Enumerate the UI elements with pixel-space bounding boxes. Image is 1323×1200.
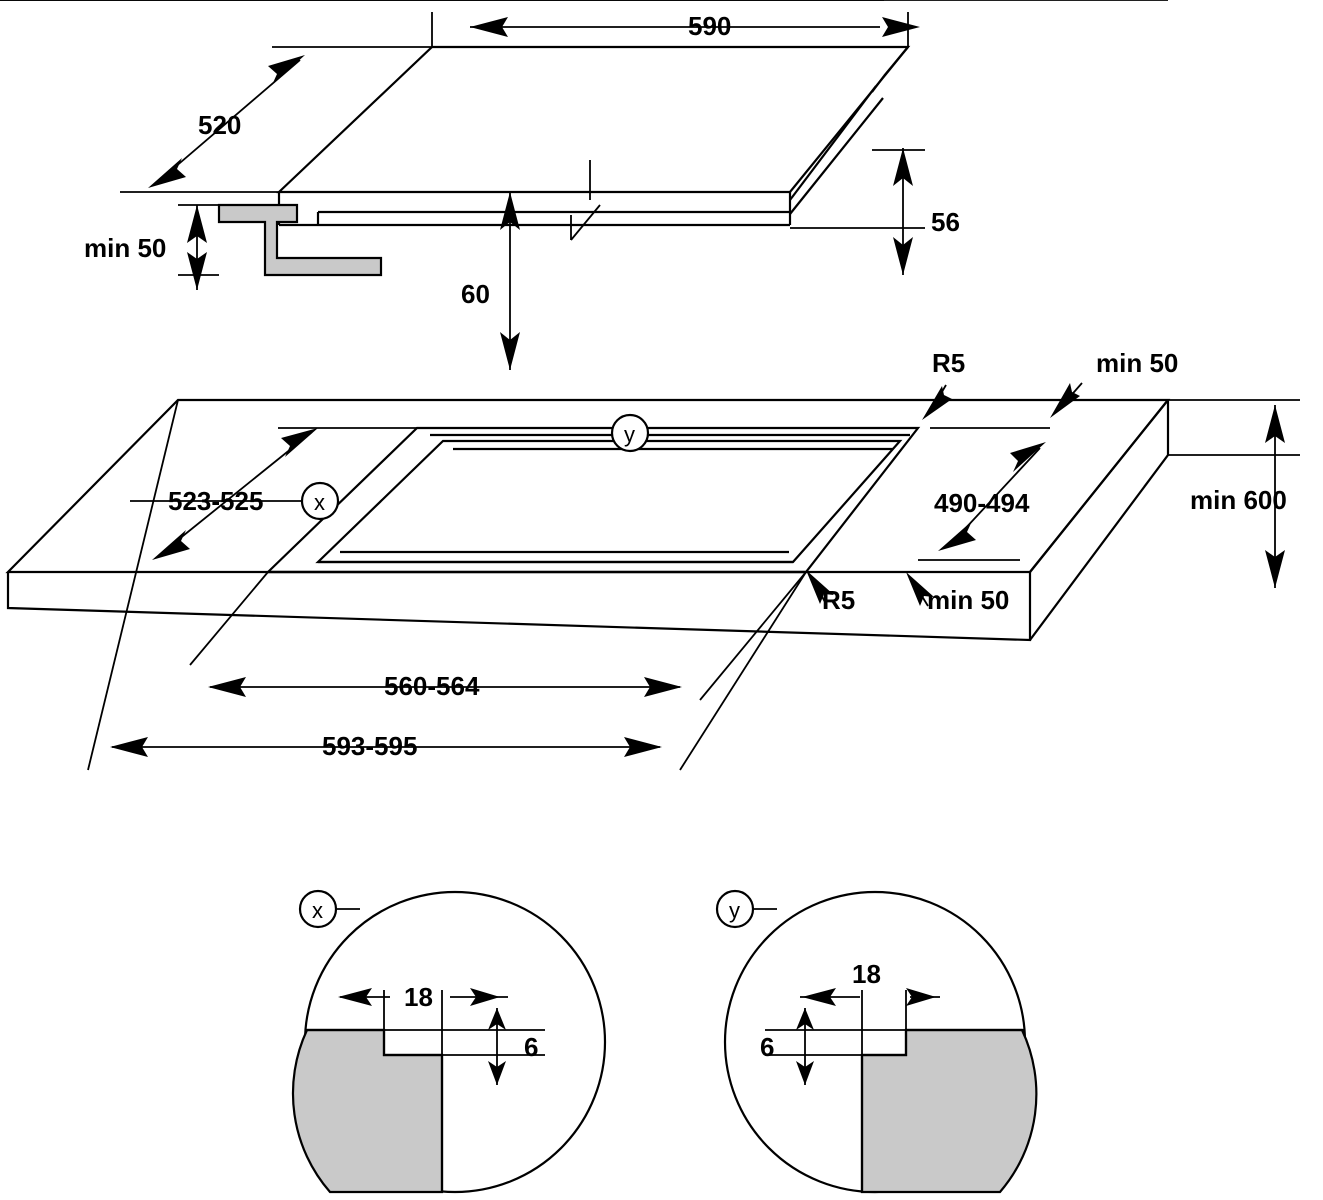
appliance-view-geometry (0, 0, 925, 370)
dimension-label-60: 60 (461, 279, 490, 309)
dimension-label-593-595: 593-595 (322, 731, 418, 761)
detail-x-callout-marker: x (312, 898, 323, 923)
dimension-label-590: 590 (688, 11, 732, 41)
dimension-label-56: 56 (931, 207, 960, 237)
dimension-label-523-525: 523-525 (168, 486, 264, 516)
dimension-label-520: 520 (198, 110, 242, 140)
callout-marker-x: x (314, 490, 325, 515)
dimension-label-min50-left: min 50 (84, 233, 167, 263)
dimension-label-490-494: 490-494 (934, 488, 1030, 518)
dimension-label-min600: min 600 (1190, 485, 1287, 515)
detail-x-label-6: 6 (524, 1032, 539, 1062)
detail-x-label-18: 18 (404, 982, 433, 1012)
dimension-label-r5-top: R5 (932, 348, 966, 378)
callout-marker-y: y (624, 422, 635, 447)
dimension-label-min50-bottom: min 50 (927, 585, 1010, 615)
dimension-label-560-564: 560-564 (384, 671, 480, 701)
detail-y-callout-marker: y (729, 898, 740, 923)
detail-x-geometry (293, 891, 605, 1192)
detail-y-label-18: 18 (852, 959, 881, 989)
dimension-label-min50-top: min 50 (1096, 348, 1179, 378)
dimension-label-r5-bottom: R5 (822, 585, 856, 615)
detail-y-label-6: 6 (760, 1032, 775, 1062)
